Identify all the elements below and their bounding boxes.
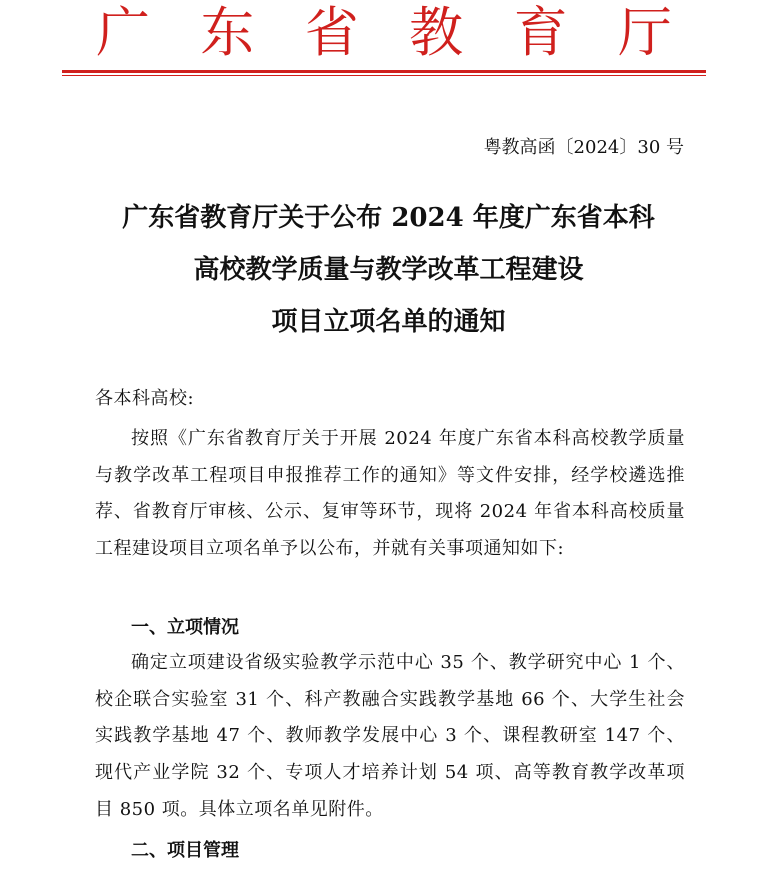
masthead-char: 省 xyxy=(304,1,359,64)
section-heading: 一、立项情况 xyxy=(131,617,239,638)
document-number: 粤教高函〔2024〕30 号 xyxy=(483,137,684,158)
section-heading: 二、项目管理 xyxy=(131,840,239,861)
masthead-char: 厅 xyxy=(617,1,672,64)
masthead-char: 广 xyxy=(96,1,150,64)
org-masthead xyxy=(62,2,706,64)
document-title-line: 高校教学质量与教学改革工程建设 xyxy=(193,255,584,285)
masthead-char: 东 xyxy=(200,1,255,64)
document-title-line: 广东省教育厅关于公布 2024 年度广东省本科 xyxy=(122,203,655,233)
masthead-divider-thin xyxy=(62,75,706,76)
document-title-line: 项目立项名单的通知 xyxy=(271,307,506,337)
masthead-divider-thick xyxy=(62,70,706,73)
intro-paragraph: 按照《广东省教育厅关于开展 2024 年度广东省本科高校教学质量与教学改革工程项目申报推荐工作的通知》等文件安排，经学校遴选推荐、省教育厅审核、公示、复审等环节，现将 2024 年省本科高校质量工程建设项目立项名单予以公布，并就有关事项通知如下: xyxy=(95,428,685,560)
masthead-char: 教 xyxy=(409,1,464,64)
salutation: 各本科高校: xyxy=(95,388,195,409)
masthead-char: 育 xyxy=(513,1,568,64)
section-paragraph: 确定立项建设省级实验教学示范中心 35 个、教学研究中心 1 个、校企联合实验室 31 个、科产教融合实践教学基地 66 个、大学生社会实践教学基地 47 个、教师教学发展中心 3 个、课程教研室 147 个、现代产业学院 32 个、专项人才培养计划 54 项、高等教育教学改革项目 850 项。具体立项名单见附件。 xyxy=(95,652,685,820)
